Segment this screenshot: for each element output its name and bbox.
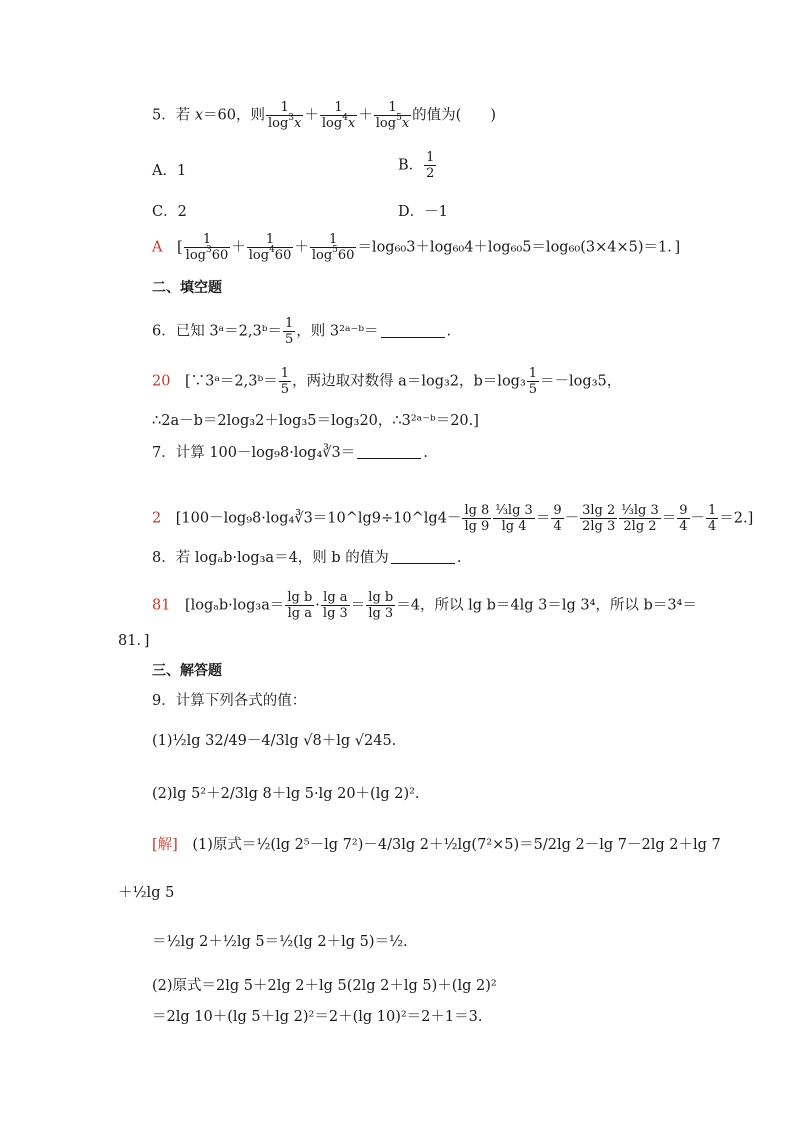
answer-8: 81 [logₐb·log₃a＝ $\frac{\text{lg b}}{\text{lg a}}$ · $\frac{\text{lg a}}{\lg 3}$ ＝ $\frac{\text{lg b}}{\lg 3}$ ＝4，所以 lg b＝4lg 3＝lg 3⁴，所以 b＝3⁴＝: [152, 590, 697, 621]
question-7: 7．计算 100－log₉8·log₄∛3＝ .: [152, 445, 428, 461]
solution-line5: ＝2lg 10＋(lg 5＋lg 2)²＝2＋(lg 10)²＝2＋1＝3.: [152, 1009, 483, 1025]
option-d: D．－1: [398, 204, 448, 220]
solution-line1: [解] (1)原式＝½(lg 2⁵－lg 7²)－4/3lg 2＋½lg(7²×5)＝5/2lg 2－lg 7－2lg 2＋lg 7: [152, 837, 721, 853]
question-9-title: 9．计算下列各式的值：: [152, 693, 307, 709]
answer-6-line1: 20 [∵3ᵃ＝2,3ᵇ＝ $\frac{1}{5}$ ，两边取对数得 a＝log₃2，b＝log₃ $\frac{1}{5}$ ＝－log₃5，: [152, 366, 622, 397]
solution-key: [解]: [152, 837, 178, 853]
question-6: 6．已知 3ᵃ＝2,3ᵇ＝ $\frac{1}{5}$ ，则 3²ᵃ⁻ᵇ＝ .: [152, 316, 452, 347]
option-c: C．2: [152, 204, 187, 220]
answer-6-line2: ∴2a－b＝2log₃2＋log₃5＝log₃20，∴3²ᵃ⁻ᵇ＝20.]: [152, 413, 479, 429]
section-heading-fill: 二、填空题: [152, 280, 222, 296]
answer-8-cont: 81．]: [118, 633, 150, 649]
option-a: A．1: [152, 163, 187, 179]
section-heading-answer: 三、解答题: [152, 663, 222, 679]
solution-line2: ＋½lg 5: [118, 885, 175, 901]
answer-key: A: [152, 239, 163, 256]
question-9-part2: (2)lg 5²＋2/3lg 8＋lg 5·lg 20＋(lg 2)².: [152, 786, 420, 802]
answer-5: A [ $\frac{1}{\log^360}$ ＋ $\frac{1}{\log^460}$ ＋ $\frac{1}{\log^560}$ ＝log₆₀3＋log₆₀4＋log₆₀5＝log₆₀(3×4×5)＝1．]: [152, 232, 681, 263]
question-8: 8．若 logₐb·log₃a＝4，则 b 的值为 .: [152, 550, 462, 566]
option-b: B． $\frac{1}{2}$: [398, 150, 435, 181]
question-9-part1: (1)½lg 32/49－4/3lg √8＋lg √245.: [152, 733, 397, 749]
solution-line3: ＝½lg 2＋½lg 5＝½(lg 2＋lg 5)＝½.: [152, 934, 408, 950]
answer-7: 2 [100－log₉8·log₄∛3＝10^lg9÷10^lg4－ $\frac{\lg 8}{\lg 9}$ $\frac{\text{⅓lg 3}}{\lg 4}$ ＝ $\frac{9}{4}$ － $\frac{3\lg 2}{2\lg 3}$ $\frac{\text{⅓lg 3}}{2\lg 2}$ ＝ $\frac{9}{4}$ － $\frac{1}{4}$ ＝2.]: [152, 503, 754, 534]
solution-line4: (2)原式＝2lg 5＋2lg 2＋lg 5(2lg 2＋lg 5)＋(lg 2)²: [152, 978, 497, 994]
question-5: 5．若 x＝60，则 $\frac{1}{\log^3x}$ ＋ $\frac{1}{\log^4x}$ ＋ $\frac{1}{\log^5x}$ 的值为( ): [152, 100, 496, 131]
